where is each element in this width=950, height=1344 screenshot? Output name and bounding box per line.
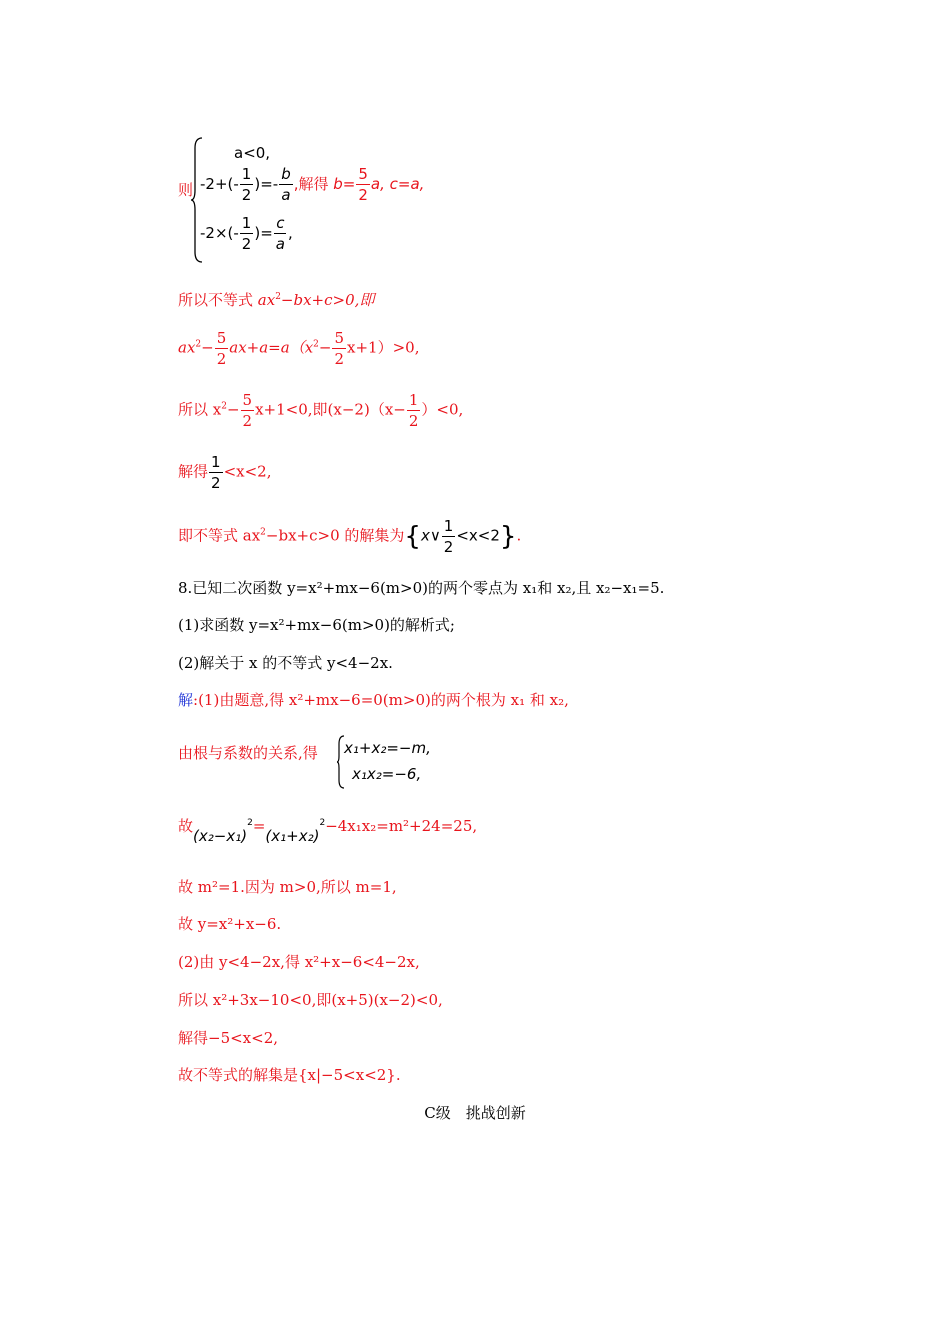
text: −bx+c>0,即: [280, 291, 375, 309]
frac-num: 1: [241, 165, 252, 183]
fraction-five-halves: [356, 164, 370, 205]
set-builder: <x<2: [456, 526, 500, 545]
frac-num: 1: [211, 453, 221, 471]
frac-den: 2: [408, 412, 419, 430]
question-8-part2: (2)解关于 x 的不等式 y<4−2x.: [178, 654, 393, 672]
expr: (x₁+x₂): [265, 827, 320, 845]
solve-text: ,解得: [293, 175, 334, 193]
question-8-part1: (1)求函数 y=x²+mx−6(m>0)的解析式;: [178, 616, 455, 634]
text: ax+a=a（x: [229, 338, 314, 357]
frac-num: 1: [443, 517, 454, 535]
vieta-row1: x₁+x₂=−m,: [344, 739, 431, 757]
frac-den: 2: [334, 350, 345, 368]
frac-den: 2: [242, 412, 253, 430]
gu-line: [178, 816, 478, 845]
fraction-five-halves: [332, 328, 346, 369]
frac-den: 2: [216, 350, 227, 368]
answer-line1: [178, 690, 569, 710]
system-row2: [200, 164, 424, 205]
expr: (x₂−x₁): [193, 827, 248, 845]
system-row1: a<0,: [234, 144, 271, 162]
text: 解得: [178, 462, 209, 481]
system-row3: [200, 213, 293, 254]
text: x+1）>0,: [347, 338, 420, 357]
text: −: [201, 338, 214, 357]
text: 故: [178, 817, 194, 835]
fraction-c-over-a: [274, 213, 287, 254]
b-equals: b=: [333, 175, 356, 193]
fraction-half: [209, 452, 223, 493]
text: :(1)由题意,得 x²+mx−6=0(m>0)的两个根为 x₁ 和 x₂,: [193, 691, 569, 709]
frac-den: a: [281, 186, 291, 204]
text: 即不等式 ax: [178, 526, 261, 545]
frac-den: 2: [241, 186, 252, 204]
exponent: 2: [319, 818, 326, 828]
factored-line: [178, 390, 463, 431]
solution-line: [178, 452, 271, 493]
frac-den: 2: [443, 538, 454, 556]
inequality-line: [178, 290, 374, 310]
answer-factor: 所以 x²+3x−10<0,即(x+5)(x−2)<0,: [178, 991, 443, 1009]
row2-mid: )=-: [254, 175, 279, 193]
answer-final: 故不等式的解集是{x|−5<x<2}.: [178, 1066, 401, 1084]
question-8-title: 8.已知二次函数 y=x²+mx−6(m>0)的两个零点为 x₁和 x₂,且 x₂−x₁=5.: [178, 579, 665, 597]
frac-num: 5: [334, 329, 345, 347]
exponent: 2: [195, 339, 202, 350]
row3-mid: )=: [254, 224, 273, 242]
frac-num: 1: [241, 214, 252, 232]
frac-den: 2: [241, 235, 252, 253]
frac-den: 2: [358, 186, 368, 204]
right-brace: }: [499, 521, 517, 552]
row3-left: -2×(-: [200, 224, 239, 242]
frac-num: 5: [358, 165, 368, 183]
text: 所以 x: [178, 400, 222, 419]
row3-end: ,: [287, 224, 293, 242]
solve-tail: a, c=a,: [370, 175, 425, 193]
exponent: 2: [247, 818, 253, 828]
text: −4x₁x₂=m²+24=25,: [325, 817, 478, 835]
text: x+1<0,即(x−2)（x−: [255, 400, 406, 419]
fraction-half: [442, 516, 456, 557]
vieta-row2: x₁x₂=−6,: [352, 765, 422, 783]
fraction-half: [240, 213, 254, 254]
text: −: [226, 400, 240, 419]
exponent: 2: [260, 527, 266, 538]
text: <x<2,: [223, 462, 272, 481]
frac-num: c: [276, 214, 285, 232]
exponent: 2: [275, 292, 281, 302]
frac-den: a: [275, 235, 285, 253]
text: =: [252, 817, 266, 835]
fraction-half: [240, 164, 254, 205]
answer-m: 故 m²=1.因为 m>0,所以 m=1,: [178, 878, 397, 896]
answer-part2: (2)由 y<4−2x,得 x²+x−6<4−2x,: [178, 953, 420, 971]
system-prefix: 则: [178, 181, 194, 199]
row2-left: -2+(-: [200, 175, 239, 193]
fraction-five-halves: [241, 390, 255, 431]
frac-num: 5: [242, 391, 253, 409]
exponent: 2: [221, 401, 227, 412]
set-builder: x∨: [420, 526, 441, 545]
frac-den: 2: [211, 474, 221, 492]
text: ax: [178, 338, 196, 357]
fraction-b-over-a: [279, 164, 293, 205]
exponent: 2: [313, 339, 319, 350]
frac-num: 5: [216, 329, 227, 347]
text: −: [318, 338, 332, 357]
text: ax: [257, 291, 276, 309]
expansion-line: [178, 328, 419, 369]
fraction-five-halves: [215, 328, 229, 369]
answer-y: 故 y=x²+x−6.: [178, 915, 282, 933]
text: .: [516, 526, 522, 545]
frac-num: 1: [408, 391, 419, 409]
frac-num: b: [281, 165, 291, 183]
text: ）<0,: [421, 400, 464, 419]
text: 所以不等式: [178, 291, 258, 309]
answer-label: 解: [178, 691, 194, 709]
left-brace: {: [404, 521, 421, 552]
fraction-half: [407, 390, 421, 431]
vieta-prefix: 由根与系数的关系,得: [178, 744, 318, 762]
answer-solve: 解得−5<x<2,: [178, 1029, 279, 1047]
solution-set-line: [178, 516, 521, 557]
section-heading: C级 挑战创新: [424, 1104, 526, 1122]
text: −bx+c>0 的解集为: [265, 526, 405, 545]
